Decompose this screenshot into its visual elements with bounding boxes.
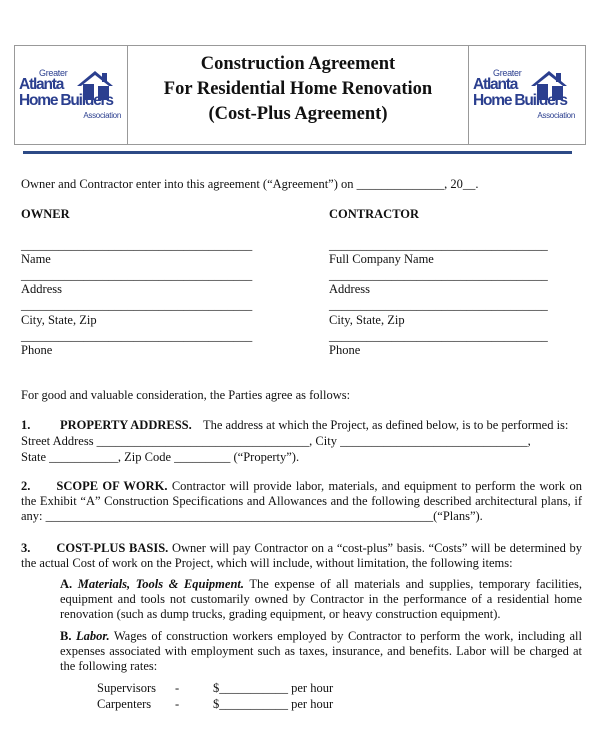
gahba-logo-right xyxy=(473,68,577,128)
logo-atlanta: Atlanta xyxy=(19,76,64,93)
owner-address-blank: _____________________________________ xyxy=(21,268,253,282)
section1-title: PROPERTY ADDRESS. xyxy=(60,418,192,432)
logo-greater: Greater xyxy=(493,68,522,78)
logo-association: Association xyxy=(537,111,575,120)
logo-association: Association xyxy=(83,111,121,120)
section1-number: 1. xyxy=(21,418,31,432)
section3-item-a xyxy=(60,577,582,622)
section2-text: Contractor will provide labor, materials, and equipment to perform the work on the Exhibit “A” Construction Specifications and Allowances and the following described architectural plans, if any: ______________________________________________________________(“Plans”). xyxy=(21,479,582,523)
item-a-text: The expense of all materials and supplies, temporary facilities, equipment and tools not customarily owned by Contractor in the performance of a residential home renovation (such as dump trucks, grading equipment, or heavy construction equipment). xyxy=(60,577,582,621)
owner-phone-label: Phone xyxy=(21,343,53,357)
item-b-title: Labor. xyxy=(75,629,110,643)
rate-role-supervisors: Supervisors xyxy=(97,681,157,695)
logo-home-builders: Home Builders xyxy=(19,92,113,109)
item-a-label: A. xyxy=(60,577,73,591)
owner-phone-blank: _____________________________________ xyxy=(21,329,253,343)
contractor-heading: CONTRACTOR xyxy=(329,207,420,221)
logo-greater: Greater xyxy=(39,68,68,78)
contractor-name-blank: ___________________________________ xyxy=(329,238,548,252)
owner-heading: OWNER xyxy=(21,207,70,221)
gahba-logo-left xyxy=(19,68,123,128)
section2-paragraph xyxy=(21,479,582,524)
section3-item-b xyxy=(60,629,582,674)
owner-name-blank: _____________________________________ xyxy=(21,238,253,252)
rate-amount-supervisors: $___________ per hour xyxy=(213,681,334,695)
section2-number: 2. xyxy=(21,479,31,493)
rate-role-carpenters: Carpenters xyxy=(97,697,152,711)
owner-address-label: Address xyxy=(21,282,62,296)
item-b-text: Wages of construction workers employed by Contractor to perform the work, including all expenses associated with employment such as taxes, insurance, and benefits. Labor will be charged at the following rates: xyxy=(60,629,582,673)
rate-dash-carpenters: - xyxy=(175,697,180,711)
consideration-text: For good and valuable consideration, the Parties agree as follows: xyxy=(21,388,351,402)
contractor-city-label: City, State, Zip xyxy=(329,313,405,327)
contractor-address-label: Address xyxy=(329,282,370,296)
intro-text: Owner and Contractor enter into this agreement (“Agreement”) on ______________, 20__. xyxy=(21,177,479,191)
item-a-title: Materials, Tools & Equipment. xyxy=(77,577,245,591)
logo-atlanta: Atlanta xyxy=(473,76,518,93)
owner-city-blank: _____________________________________ xyxy=(21,298,253,312)
contractor-name-label: Full Company Name xyxy=(329,252,434,266)
section3-text: Owner will pay Contractor on a “cost-plus” basis. “Costs” will be determined by the actual Cost of work on the Project, which will include, without limitation, the following items: xyxy=(21,541,582,570)
rate-amount-carpenters: $___________ per hour xyxy=(213,697,334,711)
section3-number: 3. xyxy=(21,541,31,555)
section3-title: COST-PLUS BASIS. xyxy=(56,541,169,555)
document-title xyxy=(128,52,468,127)
header-logo-cell-left xyxy=(15,46,128,144)
logo-home-builders: Home Builders xyxy=(473,92,567,109)
title-line-2: For Residential Home Renovation xyxy=(163,79,433,99)
section2-title: SCOPE OF WORK. xyxy=(56,479,168,493)
header-rule xyxy=(23,151,572,154)
owner-city-label: City, State, Zip xyxy=(21,313,97,327)
section1-state-zip-line: State ___________, Zip Code _________ (“Property”). xyxy=(21,450,300,464)
header-box xyxy=(14,45,586,145)
header-logo-cell-right xyxy=(468,46,585,144)
section3-paragraph xyxy=(21,541,582,571)
contractor-phone-label: Phone xyxy=(329,343,361,357)
contractor-phone-blank: ___________________________________ xyxy=(329,329,548,343)
title-line-1: Construction Agreement xyxy=(200,54,396,74)
section1-text: The address at which the Project, as defined below, is to be performed is: xyxy=(203,418,569,432)
contractor-city-blank: ___________________________________ xyxy=(329,298,548,312)
section1-street-city-line: Street Address __________________________________, City ______________________________, xyxy=(21,434,531,448)
title-line-3: (Cost-Plus Agreement) xyxy=(208,104,388,124)
owner-name-label: Name xyxy=(21,252,51,266)
rate-dash-supervisors: - xyxy=(175,681,180,695)
item-b-label: B. xyxy=(60,629,72,643)
contractor-address-blank: ___________________________________ xyxy=(329,268,548,282)
